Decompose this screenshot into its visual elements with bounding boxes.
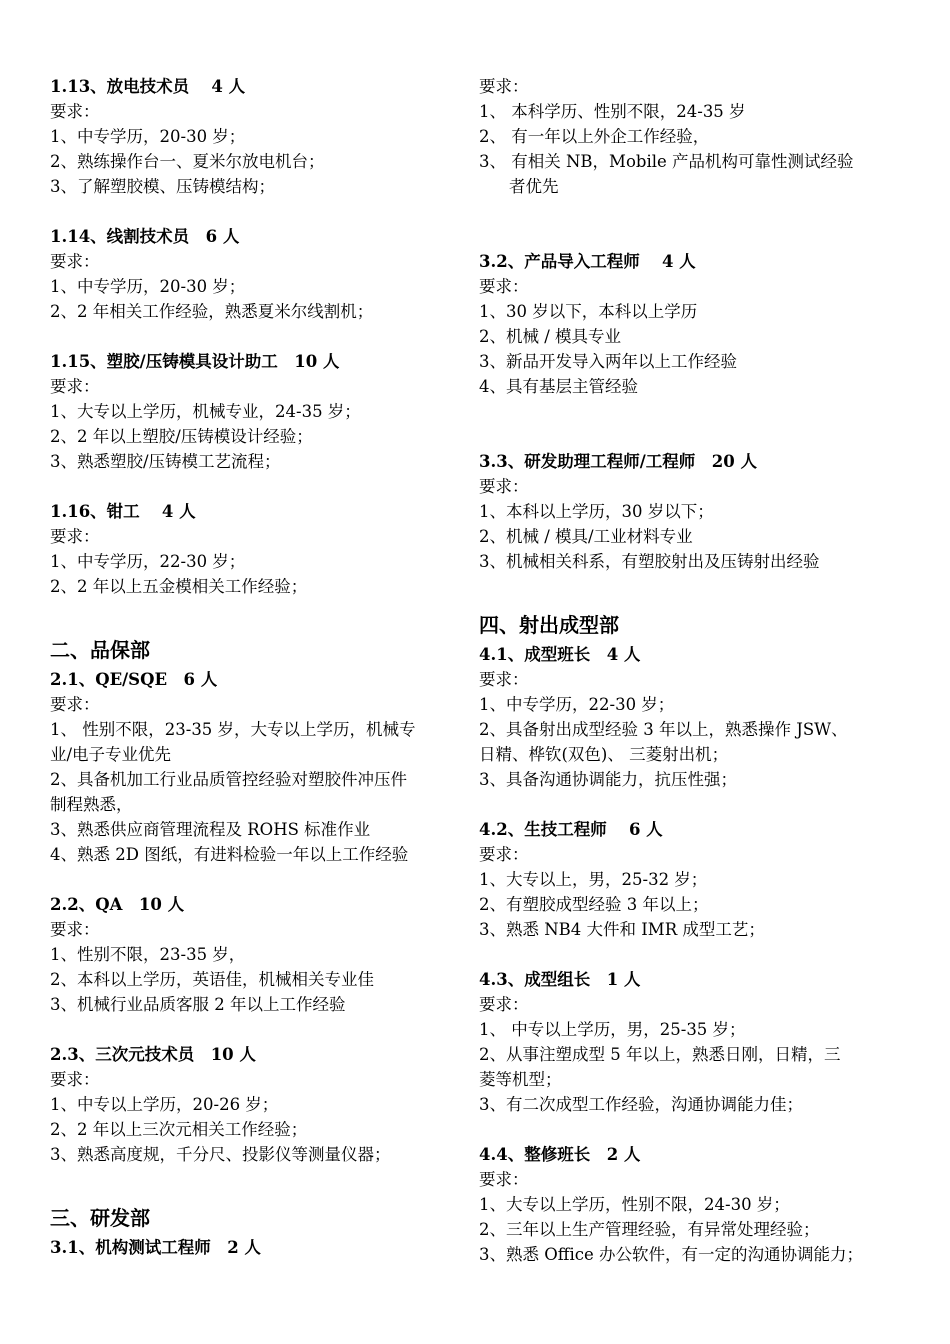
requirement-line: 要求：: [479, 477, 529, 496]
requirement-line: 1、大专以上，男，25-32 岁；: [479, 870, 708, 889]
position-title: 2.2、QA 10 人: [50, 895, 185, 914]
position-title: 4.3、成型组长 1 人: [479, 970, 641, 989]
requirement-line: 1、中专学历，22-30 岁；: [479, 695, 675, 714]
requirement-line: 要求：: [50, 695, 100, 714]
requirement-line: 要求：: [479, 670, 529, 689]
position-title: 2.1、QE/SQE 6 人: [50, 670, 218, 689]
spacer: [479, 199, 909, 249]
spacer: [50, 599, 474, 636]
requirement-line: 1、30 岁以下，本科以上学历: [479, 302, 698, 321]
requirement-line: 1、中专学历，20-30 岁；: [50, 127, 246, 146]
spacer: [50, 1017, 474, 1042]
requirement-line: 要求：: [479, 1170, 529, 1189]
requirement-line: 要求：: [479, 845, 529, 864]
requirement-line: 1、 中专以上学历，男，25-35 岁；: [479, 1020, 746, 1039]
spacer: [479, 399, 909, 449]
requirement-line: 2、本科以上学历，英语佳，机械相关专业佳: [50, 970, 374, 989]
requirement-line: 2、有塑胶成型经验 3 年以上；: [479, 895, 709, 914]
requirement-line: 2、 有一年以上外企工作经验，: [479, 127, 710, 146]
position-title: 4.2、生技工程师 6 人: [479, 820, 663, 839]
requirement-line: 4、具有基层主管经验: [479, 377, 638, 396]
requirement-line: 2、熟练操作台一、夏米尔放电机台；: [50, 152, 325, 171]
requirement-line: 3、机械行业品质客服 2 年以上工作经验: [50, 995, 346, 1014]
requirement-line: 1、大专以上学历，机械专业，24-35 岁；: [50, 402, 361, 421]
spacer: [50, 1167, 474, 1204]
position-title: 3.2、产品导入工程师 4 人: [479, 252, 696, 271]
requirement-line: 1、本科以上学历，30 岁以下；: [479, 502, 714, 521]
requirement-line: 要求：: [50, 252, 100, 271]
requirement-line: 者优先: [509, 177, 559, 196]
requirement-line: 1、大专以上学历，性别不限，24-30 岁；: [479, 1195, 790, 1214]
requirement-line: 3、熟悉 Office 办公软件，有一定的沟通协调能力；: [479, 1245, 864, 1264]
requirement-line: 菱等机型；: [479, 1070, 562, 1089]
requirement-line: 1、 性别不限，23-35 岁，大专以上学历，机械专: [50, 720, 416, 739]
requirement-line: 3、机械相关科系，有塑胶射出及压铸射出经验: [479, 552, 820, 571]
requirement-line: 2、机械 / 模具/工业材料专业: [479, 527, 693, 546]
requirement-line: 1、中专以上学历，20-26 岁；: [50, 1095, 279, 1114]
requirement-line: 业/电子专业优先: [50, 745, 172, 764]
requirement-line: 要求：: [479, 995, 529, 1014]
requirement-line: 2、从事注塑成型 5 年以上，熟悉日刚，日精，三: [479, 1045, 841, 1064]
position-title: 2.3、三次元技术员 10 人: [50, 1045, 256, 1064]
requirement-line: 4、熟悉 2D 图纸，有进料检验一年以上工作经验: [50, 845, 409, 864]
requirement-line: 要求：: [479, 77, 529, 96]
spacer: [479, 942, 909, 967]
requirement-line: 2、具备机加工行业品质管控经验对塑胶件冲压件: [50, 770, 407, 789]
position-title: 4.1、成型班长 4 人: [479, 645, 641, 664]
requirement-line: 2、机械 / 模具专业: [479, 327, 622, 346]
requirement-line: 3、熟悉高度规，千分尺、投影仪等测量仪器；: [50, 1145, 391, 1164]
spacer: [479, 792, 909, 817]
requirement-line: 要求：: [50, 102, 100, 121]
requirement-line: 3、有二次成型工作经验，沟通协调能力佳；: [479, 1095, 803, 1114]
requirement-line: 1、 本科学历、性别不限，24-35 岁: [479, 102, 746, 121]
requirement-line: 3、具备沟通协调能力，抗压性强；: [479, 770, 737, 789]
requirement-line: 2、具备射出成型经验 3 年以上，熟悉操作 JSW、: [479, 720, 848, 739]
spacer: [50, 324, 474, 349]
section-heading: 三、研发部: [50, 1206, 150, 1230]
position-title: 4.4、整修班长 2 人: [479, 1145, 641, 1164]
requirement-line: 3、熟悉塑胶/压铸模工艺流程；: [50, 452, 281, 471]
requirement-line: 1、性别不限，23-35 岁，: [50, 945, 246, 964]
spacer: [50, 867, 474, 892]
requirement-line: 2、2 年相关工作经验，熟悉夏米尔线割机；: [50, 302, 374, 321]
requirement-line: 1、中专学历，20-30 岁；: [50, 277, 246, 296]
requirement-line: 3、熟悉供应商管理流程及 ROHS 标准作业: [50, 820, 371, 839]
left-column: [50, 74, 474, 1260]
section-heading: 四、射出成型部: [479, 613, 619, 637]
requirement-line: 要求：: [50, 377, 100, 396]
requirement-line: 3、了解塑胶模、压铸模结构；: [50, 177, 275, 196]
spacer: [479, 1117, 909, 1142]
position-title: 3.3、研发助理工程师/工程师 20 人: [479, 452, 757, 471]
position-title: 1.14、线割技术员 6 人: [50, 227, 240, 246]
requirement-line: 2、2 年以上三次元相关工作经验；: [50, 1120, 308, 1139]
position-title: 1.16、钳工 4 人: [50, 502, 196, 521]
right-column: [479, 74, 909, 1267]
requirement-line: 要求：: [50, 920, 100, 939]
requirement-line: 3、熟悉 NB4 大件和 IMR 成型工艺；: [479, 920, 765, 939]
requirement-line: 1、中专学历，22-30 岁；: [50, 552, 246, 571]
requirement-line: 2、2 年以上五金模相关工作经验；: [50, 577, 308, 596]
requirement-line: 要求：: [479, 277, 529, 296]
requirement-line: 3、新品开发导入两年以上工作经验: [479, 352, 737, 371]
spacer: [50, 474, 474, 499]
requirement-line: 要求：: [50, 527, 100, 546]
spacer: [479, 574, 909, 611]
requirement-line: 2、三年以上生产管理经验，有异常处理经验；: [479, 1220, 820, 1239]
requirement-line: 制程熟悉，: [50, 795, 133, 814]
section-heading: 二、品保部: [50, 638, 150, 662]
requirement-line: 要求：: [50, 1070, 100, 1089]
position-title: 1.15、塑胶/压铸模具设计助工 10 人: [50, 352, 340, 371]
spacer: [50, 199, 474, 224]
requirement-line: 2、2 年以上塑胶/压铸模设计经验；: [50, 427, 313, 446]
position-title: 3.1、机构测试工程师 2 人: [50, 1238, 261, 1257]
requirement-line: 3、 有相关 NB，Mobile 产品机构可靠性测试经验: [479, 152, 854, 171]
position-title: 1.13、放电技术员 4 人: [50, 77, 246, 96]
requirement-line: 日精、桦钦(双色)、 三菱射出机；: [479, 745, 729, 764]
